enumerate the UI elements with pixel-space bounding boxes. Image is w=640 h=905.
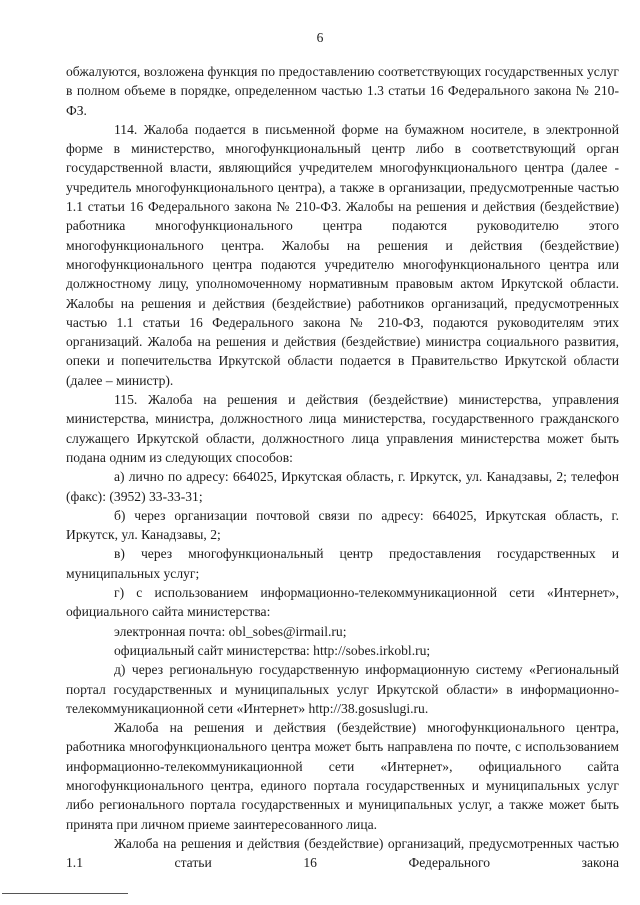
item-g: г) с использованием информационно-телекоммуникационной сети «Интернет», официального сайта министерства: bbox=[66, 585, 619, 620]
paragraph-continuation: обжалуются, возложена функция по предоставлению соответствующих государственных услуг в полном объеме в порядке, определенном частью 1.3 статьи 16 Федерального закона № 210-ФЗ. bbox=[66, 64, 619, 118]
item-d: д) через региональную государственную информационную систему «Региональный портал государственных и муниципальных услуг Иркутской области» в информационно-телекоммуникационной сети «Интернет» http://38.gosuslugi.ru. bbox=[66, 662, 619, 716]
website-line: официальный сайт министерства: http://sobes.irkobl.ru; bbox=[114, 642, 431, 658]
document-body bbox=[66, 62, 619, 872]
footer-rule bbox=[2, 893, 128, 894]
paragraph-115: 115. Жалоба на решения и действия (бездействие) министерства, управления министерства, министра, должностного лица министерства, государственного гражданского служащего Иркутской области, должностного лица управления министерства может быть подана одним из следующих способов: bbox=[66, 392, 619, 465]
paragraph-114: 114. Жалоба подается в письменной форме на бумажном носителе, в электронной форме в министерство, многофункциональный центр либо в соответствующий орган государственной власти, являющийся учредителем многофункционального центра (далее - учредитель многофункционального центра), а также в организации, предусмотренные частью 1.1 статьи 16 Федерального закона № 210-ФЗ. Жалобы на решения и действия (бездействие) работника многофункционального центра подаются руководителю этого многофункционального центра. Жалобы на решения и действия (бездействие) многофункционального центра подаются учредителю многофункционального центра или должностному лицу, уполномоченному нормативным правовым актом Иркутской области. Жалобы на решения и действия (бездействие) работников организаций, предусмотренных частью 1.1 статьи 16 Федерального закона № 210-ФЗ, подаются руководителям этих организаций. Жалоба на решения и действия (бездействие) министра социального развития, опеки и попечительства Иркутской области подается в Правительство Иркутской области (далее – министр). bbox=[66, 121, 619, 388]
page-number: 6 bbox=[316, 30, 324, 45]
item-b: б) через организации почтовой связи по адресу: 664025, Иркутская область, г. Иркутск, ул. Канадзавы, 2; bbox=[66, 507, 619, 543]
paragraph-organizations-complaint: Жалоба на решения и действия (бездействие) организаций, предусмотренных частью 1.1 статьи 16 Федерального закона bbox=[66, 835, 619, 871]
item-v: в) через многофункциональный центр предоставления государственных и муниципальных услуг; bbox=[66, 546, 619, 581]
item-a: а) лично по адресу: 664025, Иркутская область, г. Иркутск, ул. Канадзавы, 2; телефон (факс): (3952) 33-33-31; bbox=[66, 469, 619, 504]
email-line: электронная почта: obl_sobes@irmail.ru; bbox=[114, 623, 347, 639]
paragraph-mfc-complaint: Жалоба на решения и действия (бездействие) многофункционального центра, работника многофункционального центра может быть направлена по почте, с использованием информационно-телекоммуникационной сети «Интернет», официального сайта многофункционального центра, единого портала государственных и муниципальных услуг либо регионального портала государственных и муниципальных услуг, а также может быть принята при личном приеме заинтересованного лица. bbox=[66, 720, 619, 832]
